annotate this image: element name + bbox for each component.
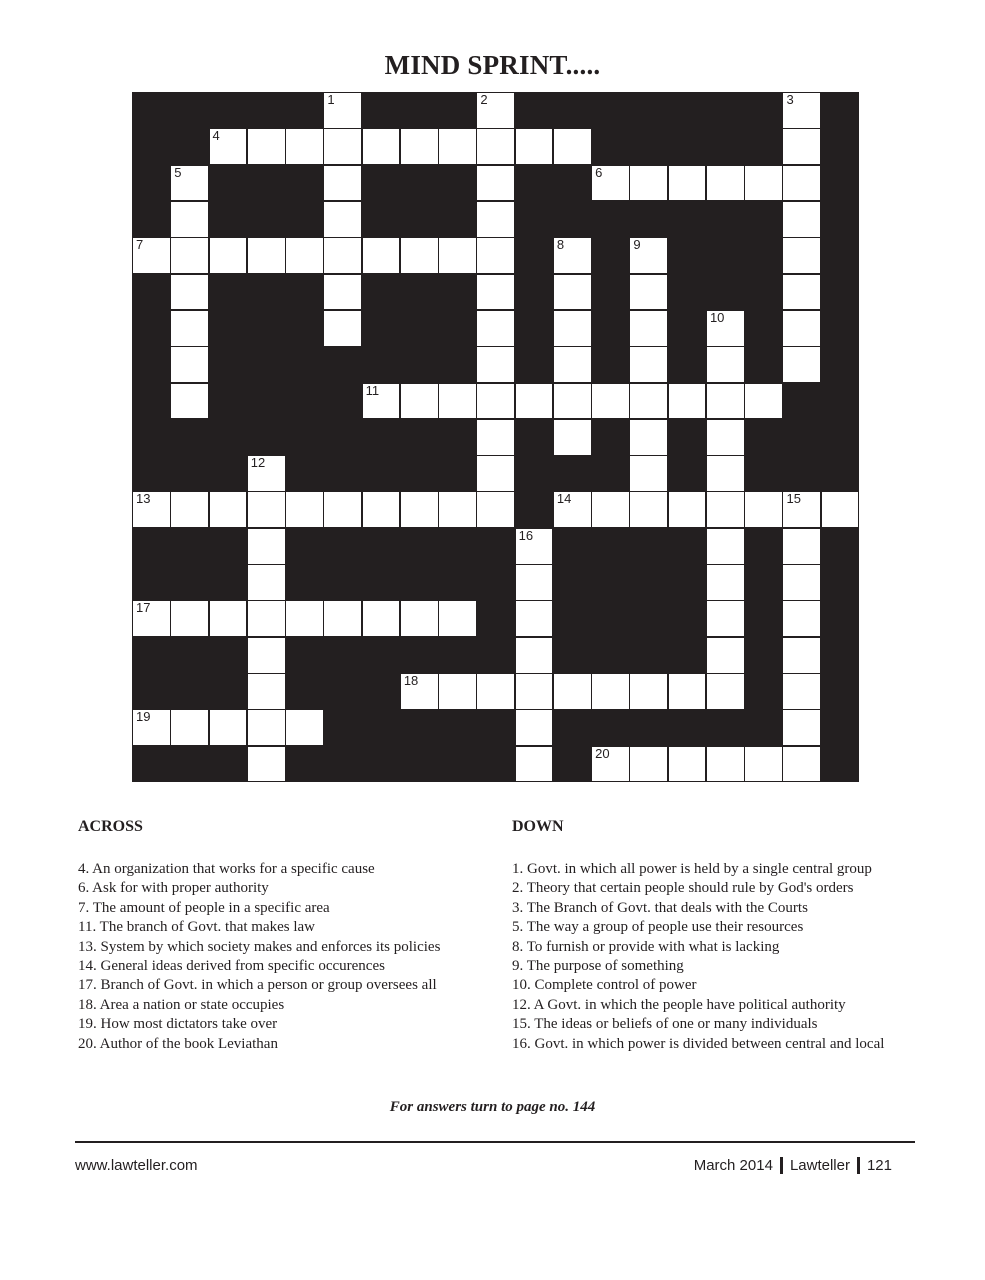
crossword-cell[interactable] <box>438 673 477 710</box>
clue-down: 16. Govt. in which power is divided between central and local <box>512 1035 885 1052</box>
crossword-cell[interactable] <box>323 237 362 274</box>
crossword-cell[interactable] <box>706 346 745 383</box>
crossword-cell[interactable] <box>591 491 630 528</box>
crossword-cell[interactable] <box>706 455 745 492</box>
crossword-cell[interactable] <box>629 165 668 202</box>
crossword-cell[interactable] <box>476 455 515 492</box>
crossword-cell[interactable] <box>438 128 477 165</box>
crossword-cell[interactable] <box>438 237 477 274</box>
crossword-cell[interactable] <box>438 383 477 420</box>
crossword-cell[interactable] <box>247 637 286 674</box>
page-title: MIND SPRINT..... <box>384 50 601 80</box>
clue-number: 8 <box>556 237 565 253</box>
crossword-cell[interactable] <box>629 491 668 528</box>
clue-across: 17. Branch of Govt. in which a person or group oversees all <box>78 977 437 994</box>
crossword-cell[interactable] <box>515 128 554 165</box>
crossword-cell[interactable] <box>553 310 592 347</box>
clue-number: 19 <box>136 709 151 725</box>
crossword-cell[interactable] <box>170 709 209 746</box>
crossword-cell[interactable] <box>362 237 401 274</box>
crossword-cell[interactable] <box>553 346 592 383</box>
crossword-cell[interactable] <box>782 564 821 601</box>
crossword-cell[interactable] <box>209 237 248 274</box>
clue-down: 12. A Govt. in which the people have political authority <box>512 996 846 1013</box>
crossword-cell[interactable] <box>629 455 668 492</box>
crossword-cell[interactable] <box>170 274 209 311</box>
crossword-cell[interactable] <box>706 637 745 674</box>
clue-across: 13. System by which society makes and enforces its policies <box>78 938 441 955</box>
crossword-cell[interactable] <box>476 274 515 311</box>
answers-note: For answers turn to page no. 144 <box>389 1099 596 1115</box>
clue-down: 8. To furnish or provide with what is lacking <box>512 938 780 955</box>
crossword-cell[interactable] <box>476 128 515 165</box>
crossword-cell[interactable] <box>476 237 515 274</box>
clue-down: 5. The way a group of people use their resources <box>512 919 804 936</box>
clue-number: 20 <box>595 745 610 761</box>
crossword-cell[interactable] <box>362 383 401 420</box>
crossword-cell[interactable] <box>247 564 286 601</box>
crossword-cell[interactable] <box>553 491 592 528</box>
crossword-cell[interactable] <box>476 491 515 528</box>
crossword-cell[interactable] <box>553 237 592 274</box>
crossword-cell[interactable] <box>515 746 554 783</box>
footer-divider <box>75 1141 915 1143</box>
crossword-cell[interactable] <box>782 600 821 637</box>
crossword-cell[interactable] <box>553 673 592 710</box>
crossword-cell[interactable] <box>782 346 821 383</box>
crossword-cell[interactable] <box>668 165 707 202</box>
crossword-cell[interactable] <box>782 274 821 311</box>
crossword-cell[interactable] <box>553 383 592 420</box>
footer-publication: Lawteller <box>789 1157 850 1174</box>
crossword-cell[interactable] <box>476 419 515 456</box>
across-clues <box>78 860 440 1054</box>
crossword-cell[interactable] <box>132 600 171 637</box>
crossword-cell[interactable] <box>285 128 324 165</box>
crossword-cell[interactable] <box>782 491 821 528</box>
crossword-cell[interactable] <box>247 600 286 637</box>
crossword-cell[interactable] <box>629 746 668 783</box>
crossword-cell[interactable] <box>400 383 439 420</box>
crossword-cell[interactable] <box>706 310 745 347</box>
clue-number: 2 <box>480 92 488 107</box>
crossword-cell[interactable] <box>170 491 209 528</box>
crossword-cell[interactable] <box>782 310 821 347</box>
crossword-cell[interactable] <box>285 709 324 746</box>
crossword-cell[interactable] <box>170 310 209 347</box>
crossword-cell[interactable] <box>209 709 248 746</box>
crossword-cell[interactable] <box>476 673 515 710</box>
crossword-cell[interactable] <box>782 528 821 565</box>
crossword-cell[interactable] <box>782 201 821 238</box>
crossword-cell[interactable] <box>706 383 745 420</box>
crossword-cell[interactable] <box>629 237 668 274</box>
crossword-cell[interactable] <box>209 600 248 637</box>
crossword-cell[interactable] <box>553 128 592 165</box>
crossword-cell[interactable] <box>400 237 439 274</box>
crossword-cell[interactable] <box>323 128 362 165</box>
clue-number: 12 <box>250 455 266 471</box>
clue-down: 1. Govt. in which all power is held by a single central group <box>512 861 872 877</box>
crossword-cell[interactable] <box>476 165 515 202</box>
crossword-cell[interactable] <box>285 237 324 274</box>
crossword-cell[interactable] <box>553 419 592 456</box>
clue-across: 19. How most dictators take over <box>78 1016 278 1033</box>
clue-number: 10 <box>709 309 725 325</box>
crossword-cell[interactable] <box>515 673 554 710</box>
crossword-cell[interactable] <box>744 746 783 783</box>
crossword-cell[interactable] <box>706 600 745 637</box>
crossword-cell[interactable] <box>247 491 286 528</box>
crossword-cell[interactable] <box>247 128 286 165</box>
crossword-cell[interactable] <box>782 673 821 710</box>
crossword-cell[interactable] <box>438 491 477 528</box>
crossword-cell[interactable] <box>515 383 554 420</box>
crossword-cell[interactable] <box>706 165 745 202</box>
crossword-cell[interactable] <box>400 673 439 710</box>
crossword-cell[interactable] <box>515 637 554 674</box>
crossword-cell[interactable] <box>362 600 401 637</box>
clue-across: 20. Author of the book Leviathan <box>78 1035 278 1052</box>
clue-number: 5 <box>174 164 182 180</box>
crossword-cell[interactable] <box>668 673 707 710</box>
across-heading: ACROSS <box>78 818 143 835</box>
crossword-cell[interactable] <box>362 491 401 528</box>
footer-info <box>694 1157 892 1174</box>
crossword-cell[interactable] <box>247 237 286 274</box>
crossword-cell[interactable] <box>209 491 248 528</box>
crossword-cell[interactable] <box>821 491 860 528</box>
crossword-cell[interactable] <box>668 746 707 783</box>
crossword-cell[interactable] <box>782 128 821 165</box>
crossword-cell[interactable] <box>132 491 171 528</box>
down-heading: DOWN <box>512 818 564 835</box>
crossword-cell[interactable] <box>247 746 286 783</box>
clue-down: 15. The ideas or beliefs of one or many individuals <box>512 1016 818 1033</box>
crossword-cell[interactable] <box>476 92 515 129</box>
crossword-cell[interactable] <box>170 237 209 274</box>
crossword-cell[interactable] <box>247 709 286 746</box>
crossword-cell[interactable] <box>323 274 362 311</box>
crossword-cell[interactable] <box>744 383 783 420</box>
clue-number: 1 <box>327 92 335 107</box>
crossword-cell[interactable] <box>668 383 707 420</box>
crossword-cell[interactable] <box>323 165 362 202</box>
crossword-cell[interactable] <box>515 600 554 637</box>
clue-across: 4. An organization that works for a specific cause <box>78 861 375 877</box>
clue-number: 3 <box>786 92 794 107</box>
crossword-cell[interactable] <box>706 419 745 456</box>
crossword-cell[interactable] <box>782 637 821 674</box>
clue-down: 9. The purpose of something <box>512 958 684 975</box>
crossword-cell[interactable] <box>706 673 745 710</box>
clue-number: 11 <box>365 382 380 398</box>
crossword-cell[interactable] <box>706 528 745 565</box>
crossword-cell[interactable] <box>170 600 209 637</box>
crossword-cell[interactable] <box>323 600 362 637</box>
crossword-cell[interactable] <box>170 201 209 238</box>
crossword-cell[interactable] <box>132 709 171 746</box>
crossword-cell[interactable] <box>247 673 286 710</box>
footer-page-number: 121 <box>866 1157 892 1174</box>
crossword-cell[interactable] <box>170 346 209 383</box>
crossword-cell[interactable] <box>170 383 209 420</box>
crossword-cell[interactable] <box>706 564 745 601</box>
crossword-cell[interactable] <box>170 165 209 202</box>
crossword-cell[interactable] <box>706 491 745 528</box>
clue-across: 14. General ideas derived from specific occurences <box>78 958 385 975</box>
crossword-cell[interactable] <box>782 165 821 202</box>
clue-number: 6 <box>595 164 603 180</box>
clue-number: 14 <box>556 491 572 507</box>
clue-down: 10. Complete control of power <box>512 977 697 994</box>
crossword-cell[interactable] <box>476 346 515 383</box>
clue-number: 16 <box>518 527 534 543</box>
crossword-cell[interactable] <box>285 491 324 528</box>
clue-across: 11. The branch of Govt. that makes law <box>78 919 316 936</box>
crossword-cell[interactable] <box>476 310 515 347</box>
clue-number: 17 <box>136 600 151 616</box>
crossword-cell[interactable] <box>629 419 668 456</box>
footer-website: www.lawteller.com <box>75 1157 198 1174</box>
crossword-cell[interactable] <box>706 746 745 783</box>
crossword-cell[interactable] <box>591 746 630 783</box>
clue-across: 6. Ask for with proper authority <box>78 880 269 897</box>
crossword-cell[interactable] <box>515 528 554 565</box>
crossword-cell[interactable] <box>782 709 821 746</box>
crossword-cell[interactable] <box>476 383 515 420</box>
crossword-cell[interactable] <box>247 528 286 565</box>
crossword-cell[interactable] <box>323 201 362 238</box>
clue-number: 7 <box>136 237 144 253</box>
crossword-cell[interactable] <box>629 310 668 347</box>
crossword-cell[interactable] <box>782 237 821 274</box>
clue-across: 7. The amount of people in a specific area <box>78 899 330 916</box>
crossword-cell[interactable] <box>744 491 783 528</box>
crossword-cell[interactable] <box>400 600 439 637</box>
crossword-grid <box>132 92 859 782</box>
crossword-cell[interactable] <box>476 201 515 238</box>
crossword-cell[interactable] <box>629 274 668 311</box>
clue-down: 3. The Branch of Govt. that deals with the Courts <box>512 899 808 916</box>
crossword-cell[interactable] <box>247 455 286 492</box>
crossword-cell[interactable] <box>362 128 401 165</box>
crossword-cell[interactable] <box>515 564 554 601</box>
clue-number: 18 <box>403 673 419 689</box>
crossword-cell[interactable] <box>668 491 707 528</box>
crossword-cell[interactable] <box>400 491 439 528</box>
crossword-cell[interactable] <box>438 600 477 637</box>
clue-number: 13 <box>136 491 151 507</box>
crossword-cell[interactable] <box>553 274 592 311</box>
crossword-cell[interactable] <box>323 310 362 347</box>
crossword-cell[interactable] <box>400 128 439 165</box>
footer-issue: March 2014 <box>693 1157 773 1174</box>
crossword-cell[interactable] <box>744 165 783 202</box>
crossword-cell[interactable] <box>782 746 821 783</box>
crossword-cell[interactable] <box>629 383 668 420</box>
clue-down: 2. Theory that certain people should rule by God's orders <box>512 880 854 897</box>
crossword-cell[interactable] <box>132 237 171 274</box>
footer-separator <box>780 1157 783 1174</box>
clue-across: 18. Area a nation or state occupies <box>78 996 285 1013</box>
crossword-cell[interactable] <box>285 600 324 637</box>
crossword-cell[interactable] <box>782 92 821 129</box>
crossword-cell[interactable] <box>209 128 248 165</box>
crossword-cell[interactable] <box>591 673 630 710</box>
clue-number: 9 <box>633 237 641 253</box>
clue-number: 4 <box>212 128 220 144</box>
crossword-cell[interactable] <box>515 709 554 746</box>
clue-number: 15 <box>786 491 801 507</box>
crossword-cell[interactable] <box>629 346 668 383</box>
crossword-cell[interactable] <box>323 491 362 528</box>
crossword-cell[interactable] <box>591 165 630 202</box>
down-clues <box>512 860 884 1054</box>
crossword-cell[interactable] <box>629 673 668 710</box>
footer-separator <box>857 1157 860 1174</box>
crossword-cell[interactable] <box>323 92 362 129</box>
crossword-cell[interactable] <box>591 383 630 420</box>
